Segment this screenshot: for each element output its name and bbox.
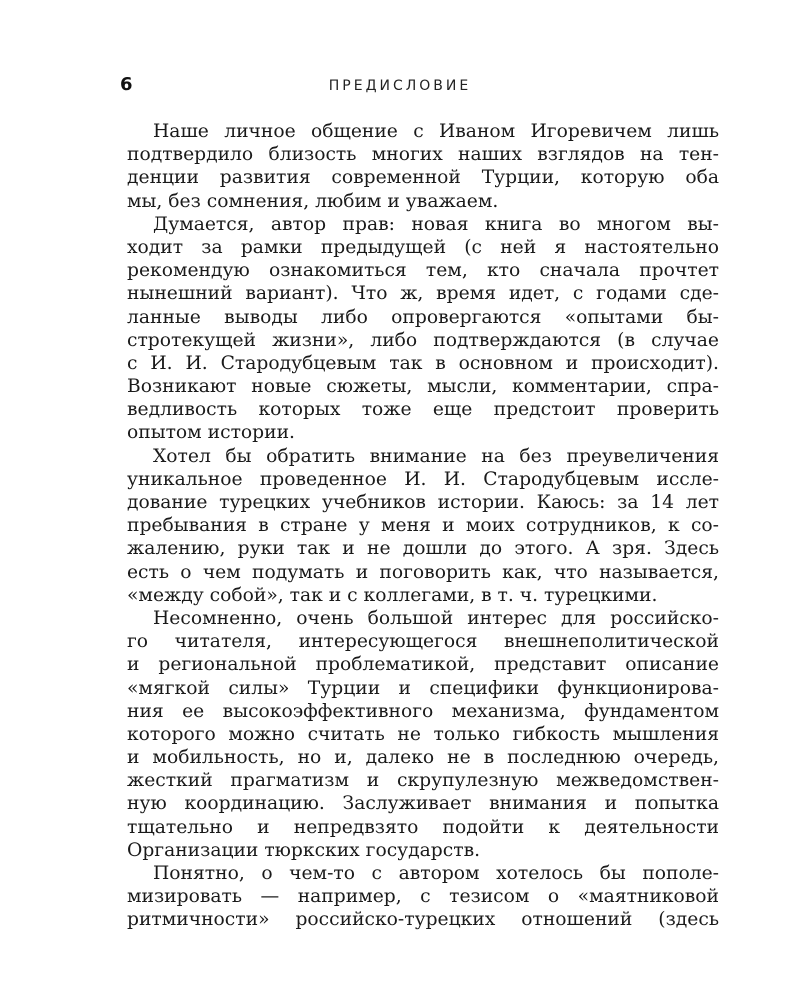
text-line: есть о чем подумать и поговорить как, что называется, — [127, 561, 719, 583]
text-line: пребывания в стране у меня и моих сотрудников, к со- — [127, 515, 719, 537]
text-line: дование турецких учебников истории. Каюсь: за 14 лет — [127, 492, 719, 513]
text-line: Несомненно, очень большой интерес для российско- — [153, 607, 719, 629]
text-line: которого можно считать не только гибкость мышления — [127, 723, 719, 745]
running-head-title: ПРЕДИСЛОВИЕ — [328, 78, 472, 94]
text-line: и мобильность, но и, далеко не в последнюю очередь, — [127, 747, 719, 769]
text-line: «между собой», так и с коллегами, в т. ч. турецкими. — [127, 584, 658, 606]
text-line: и региональной проблематикой, представит описание — [127, 654, 719, 676]
text-line: с И. И. Стародубцевым так в основном и происходит). — [127, 352, 719, 374]
text-line: опытом истории. — [127, 422, 295, 444]
text-line: ведливость которых тоже еще предстоит проверить — [127, 399, 719, 421]
text-line: мы, без сомнения, любим и уважаем. — [127, 190, 499, 212]
text-line: ланные выводы либо опровергаются «опытами бы- — [127, 306, 719, 328]
text-line: Возникают новые сюжеты, мысли, комментарии, спра- — [127, 376, 719, 398]
text-line: подтвердило близость многих наших взглядов на тен- — [127, 144, 719, 166]
text-line: ния ее высокоэффективного механизма, фундаментом — [127, 700, 719, 722]
text-line: жалению, руки так и не дошли до этого. А зря. Здесь — [127, 538, 719, 560]
text-line: стротекущей жизни», либо подтверждаются (в случае — [127, 329, 719, 351]
text-line: нынешний вариант). Что ж, время идет, с годами сде- — [127, 283, 719, 305]
text-line: Понятно, о чем-то с автором хотелось бы пополе- — [153, 863, 719, 884]
page-number: 6 — [120, 74, 133, 95]
text-line: ходит за рамки предыдущей (с ней я настоятельно — [127, 236, 719, 258]
text-line: мизировать — например, с тезисом о «маятниковой — [127, 886, 719, 908]
text-line: Наше личное общение с Иваном Игоревичем лишь — [153, 121, 719, 142]
text-line: ритмичности» российско-турецких отношений (здесь — [127, 909, 719, 931]
text-line: уникальное проведенное И. И. Стародубцевым иссле- — [127, 468, 719, 490]
text-line: рекомендую ознакомиться тем, кто сначала прочтет — [127, 260, 719, 282]
text-line: Организации тюркских государств. — [127, 839, 481, 861]
body-text — [127, 120, 719, 932]
text-line: денции развития современной Турции, которую оба — [127, 167, 719, 189]
text-line: Думается, автор прав: новая книга во многом вы- — [153, 213, 719, 235]
text-line: го читателя, интересующегося внешнеполитической — [127, 631, 719, 653]
text-line: Хотел бы обратить внимание на без преувеличения — [153, 445, 719, 467]
text-line: «мягкой силы» Турции и специфики функционирова- — [127, 677, 719, 699]
text-line: жесткий прагматизм и скрупулезную межведомствен- — [127, 770, 719, 792]
text-line: тщательно и непредвзято подойти к деятельности — [127, 816, 719, 838]
text-line: ную координацию. Заслуживает внимания и попытка — [127, 793, 719, 815]
